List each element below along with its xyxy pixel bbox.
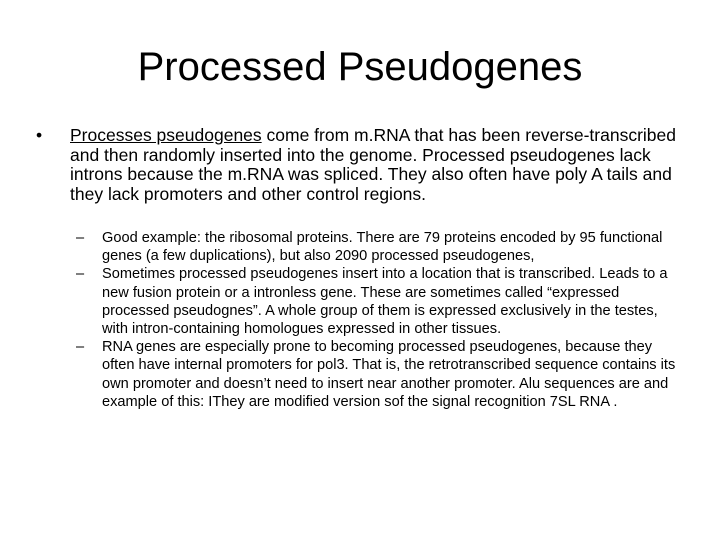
bullet-text	[70, 126, 686, 204]
sub-bullet-list	[76, 229, 676, 411]
bullet-body: come from m.RNA that has been reverse-transcribed and then randomly inserted into the genome. Processed pseudogenes lack introns because the m.RNA was spliced. They also often have poly A tails and they lack promoters and other control regions.	[70, 125, 676, 204]
sub-bullet-3	[76, 338, 676, 411]
sub-bullet-marker: –	[76, 339, 85, 356]
sub-bullet-marker: –	[76, 266, 85, 283]
sub-bullet-marker: –	[76, 230, 85, 246]
sub-bullet-2	[76, 265, 676, 338]
underlined-term: Processes pseudogenes	[70, 125, 262, 145]
sub-bullet-text: Sometimes processed pseudogenes insert into a location that is transcribed. Leads to a new fusion protein or a intronless gene. These are sometimes called “expressed processed pseudognes”. A whole group of them is expressed exclusively in the testes, with intron-containing homologues expressed in other tissues.	[102, 266, 668, 338]
bullet-marker: •	[36, 125, 43, 145]
sub-bullet-text: Good example: the ribosomal proteins. There are 79 proteins encoded by 95 functional genes (a few duplications), but also 2090 processed pseudogenes,	[102, 230, 663, 265]
sub-bullet-1	[76, 229, 676, 265]
main-bullet	[36, 126, 686, 204]
slide-title: Processed Pseudogenes	[137, 45, 583, 89]
sub-bullet-text: RNA genes are especially prone to becoming processed pseudogenes, because they often have internal promoters for pol3. That is, the retrotranscribed sequence contains its own promoter and doesn’t need to insert near another promoter. Alu sequences are and example of this: IThey are modified version sof the signal recognition 7SL RNA .	[102, 339, 676, 410]
